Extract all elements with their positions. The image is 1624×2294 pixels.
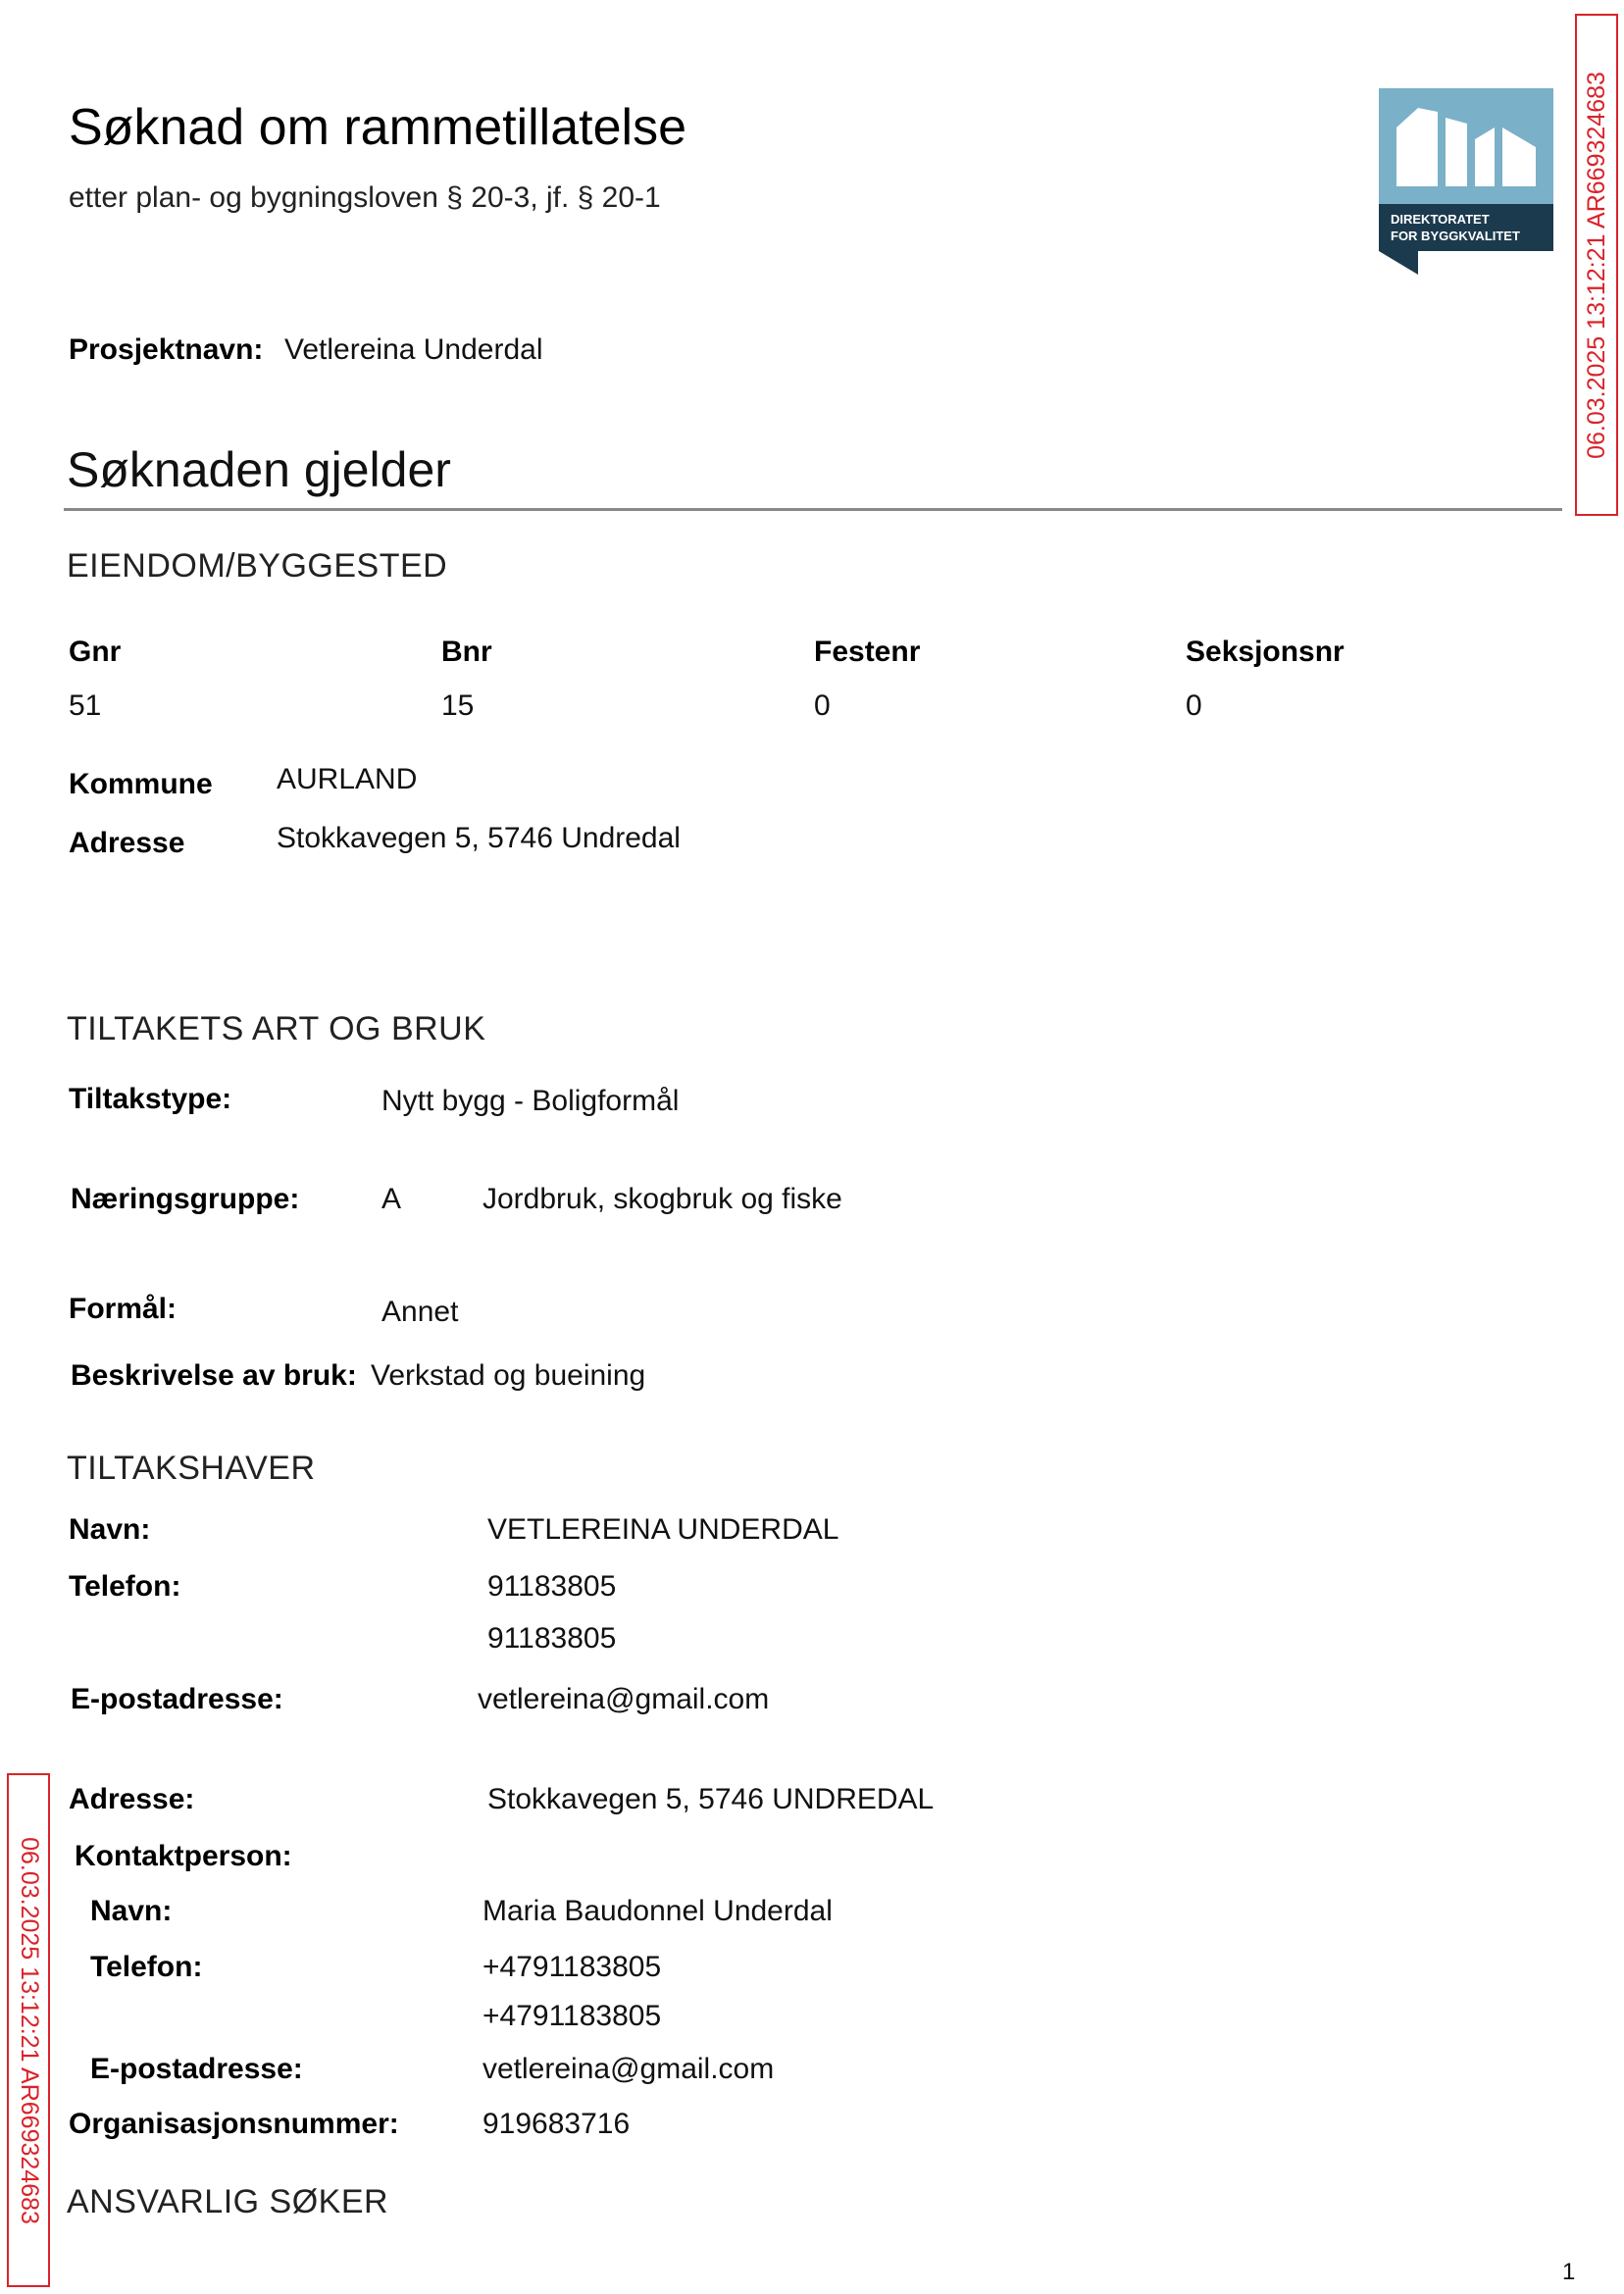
adresse-value: Stokkavegen 5, 5746 Undredal xyxy=(277,822,681,854)
kp-telefon-label: Telefon: xyxy=(90,1951,203,1983)
kp-navn-value: Maria Baudonnel Underdal xyxy=(482,1895,833,1927)
page-title: Søknad om rammetillatelse xyxy=(69,99,686,156)
owner-telefon-label: Telefon: xyxy=(69,1570,181,1603)
naeringsgruppe-label: Næringsgruppe: xyxy=(71,1183,300,1215)
kommune-value: AURLAND xyxy=(277,763,418,795)
beskrivelse-label: Beskrivelse av bruk: xyxy=(71,1359,357,1392)
section-divider xyxy=(64,508,1562,511)
formal-label: Formål: xyxy=(69,1293,178,1325)
tiltakstype-label: Tiltakstype: xyxy=(69,1083,232,1115)
applicant-heading: ANSVARLIG SØKER xyxy=(67,2183,389,2220)
bnr-label: Bnr xyxy=(441,636,492,668)
logo-line-2: FOR BYGGKVALITET xyxy=(1391,229,1520,243)
naeringsgruppe-code: A xyxy=(381,1183,402,1215)
seksjonsnr-value: 0 xyxy=(1186,689,1202,722)
logo-line-1: DIREKTORATET xyxy=(1391,212,1490,227)
kontaktperson-label: Kontaktperson: xyxy=(75,1840,292,1872)
owner-epost-label: E-postadresse: xyxy=(71,1683,283,1715)
owner-navn-value: VETLEREINA UNDERDAL xyxy=(487,1513,839,1546)
owner-adresse-value: Stokkavegen 5, 5746 UNDREDAL xyxy=(487,1783,935,1815)
dibk-logo xyxy=(1379,88,1553,275)
timestamp-stamp-left-text: 06.03.2025 13:12:21 AR669324683 xyxy=(15,1836,43,2224)
owner-telefon-value-2: 91183805 xyxy=(487,1622,617,1655)
kp-navn-label: Navn: xyxy=(90,1895,173,1927)
naeringsgruppe-value: Jordbruk, skogbruk og fiske xyxy=(482,1183,842,1215)
gnr-label: Gnr xyxy=(69,636,122,668)
bnr-value: 15 xyxy=(441,689,475,722)
orgnr-value: 919683716 xyxy=(482,2108,631,2140)
kommune-label: Kommune xyxy=(69,768,213,800)
gnr-value: 51 xyxy=(69,689,102,722)
owner-epost-value: vetlereina@gmail.com xyxy=(478,1683,770,1715)
project-name-value: Vetlereina Underdal xyxy=(284,333,543,366)
section-heading: Søknaden gjelder xyxy=(67,442,451,497)
owner-adresse-label: Adresse: xyxy=(69,1783,195,1815)
kp-telefon-value-1: +4791183805 xyxy=(482,1951,662,1983)
adresse-label: Adresse xyxy=(69,827,185,859)
page-subtitle: etter plan- og bygningsloven § 20-3, jf. § 20-1 xyxy=(69,181,661,214)
project-name-label: Prosjektnavn: xyxy=(69,333,264,366)
owner-telefon-value-1: 91183805 xyxy=(487,1570,617,1603)
orgnr-label: Organisasjonsnummer: xyxy=(69,2108,399,2140)
kp-epost-label: E-postadresse: xyxy=(90,2053,303,2085)
property-heading: EIENDOM/BYGGESTED xyxy=(67,547,448,585)
seksjonsnr-label: Seksjonsnr xyxy=(1186,636,1345,668)
page-number: 1 xyxy=(1562,2259,1576,2285)
kp-telefon-value-2: +4791183805 xyxy=(482,2000,662,2032)
festenr-label: Festenr xyxy=(814,636,921,668)
beskrivelse-value: Verkstad og bueining xyxy=(371,1359,646,1392)
kp-epost-value: vetlereina@gmail.com xyxy=(482,2053,775,2085)
measure-heading: TILTAKETS ART OG BRUK xyxy=(67,1010,486,1047)
timestamp-stamp-top-text: 06.03.2025 13:12:21 AR669324683 xyxy=(1582,71,1610,459)
timestamp-stamp-left xyxy=(7,1773,50,2287)
owner-navn-label: Navn: xyxy=(69,1513,151,1546)
timestamp-stamp-top xyxy=(1575,14,1618,516)
tiltakstype-value: Nytt bygg - Boligformål xyxy=(381,1085,680,1117)
festenr-value: 0 xyxy=(814,689,831,722)
formal-value: Annet xyxy=(381,1296,459,1328)
owner-heading: TILTAKSHAVER xyxy=(67,1450,316,1487)
